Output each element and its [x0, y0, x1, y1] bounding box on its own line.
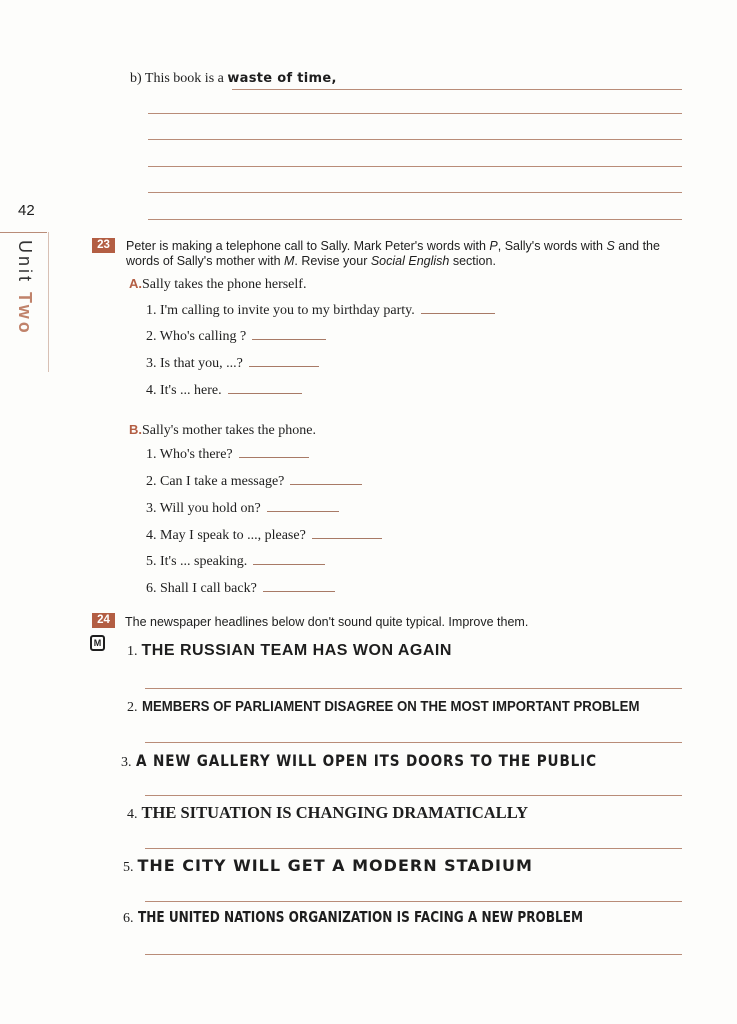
- answer-line[interactable]: [145, 795, 682, 796]
- margin-divider: [0, 232, 47, 233]
- headline-3: 3. A NEW GALLERY WILL OPEN ITS DOORS TO THE PUBLIC: [121, 751, 597, 770]
- list-item: 2. Can I take a message?: [146, 474, 362, 490]
- list-item: 5. It's ... speaking.: [146, 554, 325, 570]
- answer-line: [148, 113, 682, 114]
- headline-4: 4. THE SITUATION IS CHANGING DRAMATICALLY: [127, 803, 529, 822]
- answer-line[interactable]: [145, 742, 682, 743]
- list-item: 3. Will you hold on?: [146, 501, 339, 517]
- answer-line: [232, 89, 682, 90]
- exercise-24-number: 24: [92, 613, 115, 628]
- exercise-23-number: 23: [92, 238, 115, 253]
- prev-exercise-prefix: b) This book is a: [130, 71, 224, 86]
- prev-exercise-line: [130, 71, 337, 87]
- answer-blank[interactable]: [239, 457, 309, 458]
- answer-blank[interactable]: [290, 484, 362, 485]
- list-item: 1. I'm calling to invite you to my birthday party.: [146, 303, 495, 319]
- answer-blank[interactable]: [252, 339, 326, 340]
- answer-blank[interactable]: [312, 538, 382, 539]
- unit-word: Unit: [15, 240, 35, 285]
- answer-line: [148, 192, 682, 193]
- part-a-title: Sally takes the phone herself.: [142, 277, 307, 292]
- answer-blank[interactable]: [267, 511, 339, 512]
- list-item: 3. Is that you, ...?: [146, 356, 319, 372]
- headline-2: 2. MEMBERS OF PARLIAMENT DISAGREE ON THE MOST IMPORTANT PROBLEM: [127, 698, 639, 715]
- part-a-letter: A.: [129, 276, 142, 291]
- part-b-letter: B.: [129, 422, 142, 437]
- answer-line: [148, 219, 682, 220]
- part-b-title: Sally's mother takes the phone.: [142, 423, 316, 438]
- exercise-23-instructions: Peter is making a telephone call to Sally. Mark Peter's words with P, Sally's words with S and the words of Sally's mother with M. Revise your Social English section.: [126, 239, 660, 268]
- answer-line: [148, 139, 682, 140]
- answer-blank[interactable]: [253, 564, 325, 565]
- headline-6: 6. THE UNITED NATIONS ORGANIZATION IS FACING A NEW PROBLEM: [123, 908, 583, 926]
- part-a-heading: [129, 276, 306, 293]
- headline-1: 1. THE RUSSIAN TEAM HAS WON AGAIN: [127, 642, 452, 659]
- part-b-heading: [129, 422, 316, 439]
- answer-line: [148, 166, 682, 167]
- answer-line[interactable]: [145, 954, 682, 955]
- answer-blank[interactable]: [263, 591, 335, 592]
- media-icon: M: [90, 635, 105, 651]
- list-item: 6. Shall I call back?: [146, 581, 335, 597]
- margin-vertical-line: [48, 232, 49, 372]
- answer-line[interactable]: [145, 901, 682, 902]
- list-item: 4. May I speak to ..., please?: [146, 528, 382, 544]
- list-item: 1. Who's there?: [146, 447, 309, 463]
- list-item: 4. It's ... here.: [146, 383, 302, 399]
- answer-line[interactable]: [145, 848, 682, 849]
- exercise-24-instructions: The newspaper headlines below don't sound quite typical. Improve them.: [125, 615, 529, 629]
- answer-line[interactable]: [145, 688, 682, 689]
- prev-exercise-answer: waste of time,: [227, 71, 337, 86]
- unit-label: [14, 240, 35, 336]
- answer-blank[interactable]: [228, 393, 302, 394]
- headline-5: 5. THE CITY WILL GET A MODERN STADIUM: [123, 856, 533, 875]
- list-item: 2. Who's calling ?: [146, 329, 326, 345]
- page-number: 42: [18, 202, 35, 219]
- answer-blank[interactable]: [421, 313, 495, 314]
- unit-name: Two: [15, 292, 35, 336]
- answer-blank[interactable]: [249, 366, 319, 367]
